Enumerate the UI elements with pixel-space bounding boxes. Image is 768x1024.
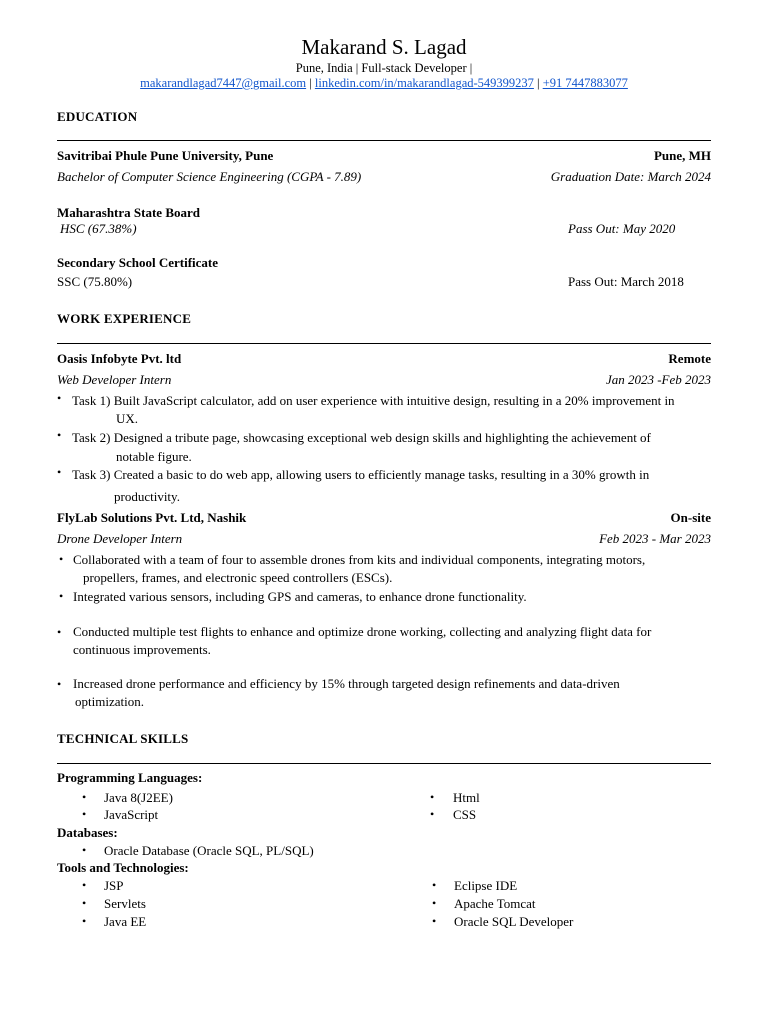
job-bullet-text: Integrated various sensors, including GPS and cameras, to enhance drone functionality.: [73, 589, 527, 604]
section-divider: [57, 140, 711, 141]
bullet-icon: •: [57, 677, 62, 691]
education-location: Pune, MH: [653, 148, 711, 163]
job-bullet-text: Task 3) Created a basic to do web app, allowing users to efficiently manage tasks, resulting in a 30% growth in: [72, 467, 650, 482]
skill-item: Java 8(J2EE): [104, 790, 173, 805]
bullet-icon: •: [432, 914, 437, 928]
job-location: Remote: [668, 351, 711, 366]
skill-item: Oracle SQL Developer: [454, 914, 574, 929]
job-bullet-text: optimization.: [75, 694, 144, 709]
education-degree: SSC (75.80%): [57, 274, 133, 289]
job-bullet-text: Task 2) Designed a tribute page, showcasing exceptional web design skills and highlighting the achievement of: [72, 430, 651, 445]
skill-category-label: Databases:: [57, 825, 118, 840]
email-link[interactable]: makarandlagad7447@gmail.com: [140, 76, 307, 90]
skill-item: JSP: [104, 878, 124, 893]
education-date: Graduation Date: March 2024: [550, 169, 711, 184]
bullet-icon: •: [57, 391, 62, 405]
bullet-icon: •: [82, 878, 87, 892]
education-school: Savitribai Phule Pune University, Pune: [57, 148, 274, 163]
skill-item: Java EE: [104, 914, 147, 929]
bullet-icon: •: [82, 843, 87, 857]
bullet-icon: •: [57, 465, 62, 479]
job-dates: Jan 2023 -Feb 2023: [605, 372, 711, 387]
job-role: Web Developer Intern: [57, 372, 172, 387]
job-bullet-text: productivity.: [114, 489, 180, 504]
education-degree: Bachelor of Computer Science Engineering (CGPA - 7.89): [57, 169, 362, 184]
job-bullet-text: UX.: [116, 411, 139, 426]
bullet-icon: •: [430, 790, 435, 804]
bullet-icon: •: [82, 914, 87, 928]
job-bullet-text: continuous improvements.: [73, 642, 211, 657]
job-bullet-text: Conducted multiple test flights to enhance and optimize drone working, collecting and analyzing flight data for: [73, 624, 652, 639]
education-date: Pass Out: March 2018: [568, 274, 684, 289]
job-bullet-text: Increased drone performance and efficiency by 15% through targeted design refinements and data-driven: [73, 676, 620, 691]
technical-skills-heading: TECHNICAL SKILLS: [57, 731, 189, 746]
skill-item: Eclipse IDE: [454, 878, 518, 893]
bullet-icon: •: [432, 896, 437, 910]
section-divider: [57, 343, 711, 344]
contact-line: [0, 76, 768, 91]
education-degree: HSC (67.38%): [60, 221, 137, 236]
bullet-icon: •: [59, 552, 64, 566]
job-bullet-text: Task 1) Built JavaScript calculator, add on user experience with intuitive design, resulting in a 20% improvement in: [72, 393, 675, 408]
job-role: Drone Developer Intern: [57, 531, 183, 546]
skill-item: Oracle Database (Oracle SQL, PL/SQL): [104, 843, 314, 858]
skill-item: JavaScript: [104, 807, 159, 822]
resume-name: Makarand S. Lagad: [301, 35, 467, 59]
bullet-icon: •: [430, 807, 435, 821]
location-title-line: Pune, India | Full-stack Developer |: [295, 61, 473, 75]
contact-separator: |: [306, 76, 315, 90]
linkedin-link[interactable]: linkedin.com/in/makarandlagad-549399237: [314, 76, 534, 90]
job-company: FlyLab Solutions Pvt. Ltd, Nashik: [57, 510, 247, 525]
section-divider: [57, 763, 711, 764]
job-bullet-text: Collaborated with a team of four to assemble drones from kits and individual components, integrating motors,: [73, 552, 646, 567]
bullet-icon: •: [59, 589, 64, 603]
skill-item: Apache Tomcat: [454, 896, 536, 911]
skill-category-label: Programming Languages:: [57, 770, 203, 785]
bullet-icon: •: [82, 896, 87, 910]
skill-item: Html: [453, 790, 480, 805]
job-company: Oasis Infobyte Pvt. ltd: [57, 351, 182, 366]
skill-item: Servlets: [104, 896, 146, 911]
bullet-icon: •: [82, 790, 87, 804]
job-bullet-text: propellers, frames, and electronic speed controllers (ESCs).: [83, 570, 393, 585]
bullet-icon: •: [82, 807, 87, 821]
education-school: Maharashtra State Board: [57, 205, 200, 220]
phone-link[interactable]: +91 7447883077: [542, 76, 628, 90]
skill-item: CSS: [453, 807, 477, 822]
bullet-icon: •: [432, 878, 437, 892]
work-experience-heading: WORK EXPERIENCE: [57, 311, 192, 326]
contact-separator: |: [533, 76, 543, 90]
education-school: Secondary School Certificate: [57, 255, 219, 270]
education-heading: EDUCATION: [57, 109, 138, 124]
bullet-icon: •: [57, 428, 62, 442]
bullet-icon: •: [57, 625, 62, 639]
education-date: Pass Out: May 2020: [568, 221, 676, 236]
job-bullet-text: notable figure.: [116, 449, 192, 464]
skill-category-label: Tools and Technologies:: [57, 860, 189, 875]
job-location: On-site: [670, 510, 711, 525]
job-dates: Feb 2023 - Mar 2023: [599, 531, 711, 546]
